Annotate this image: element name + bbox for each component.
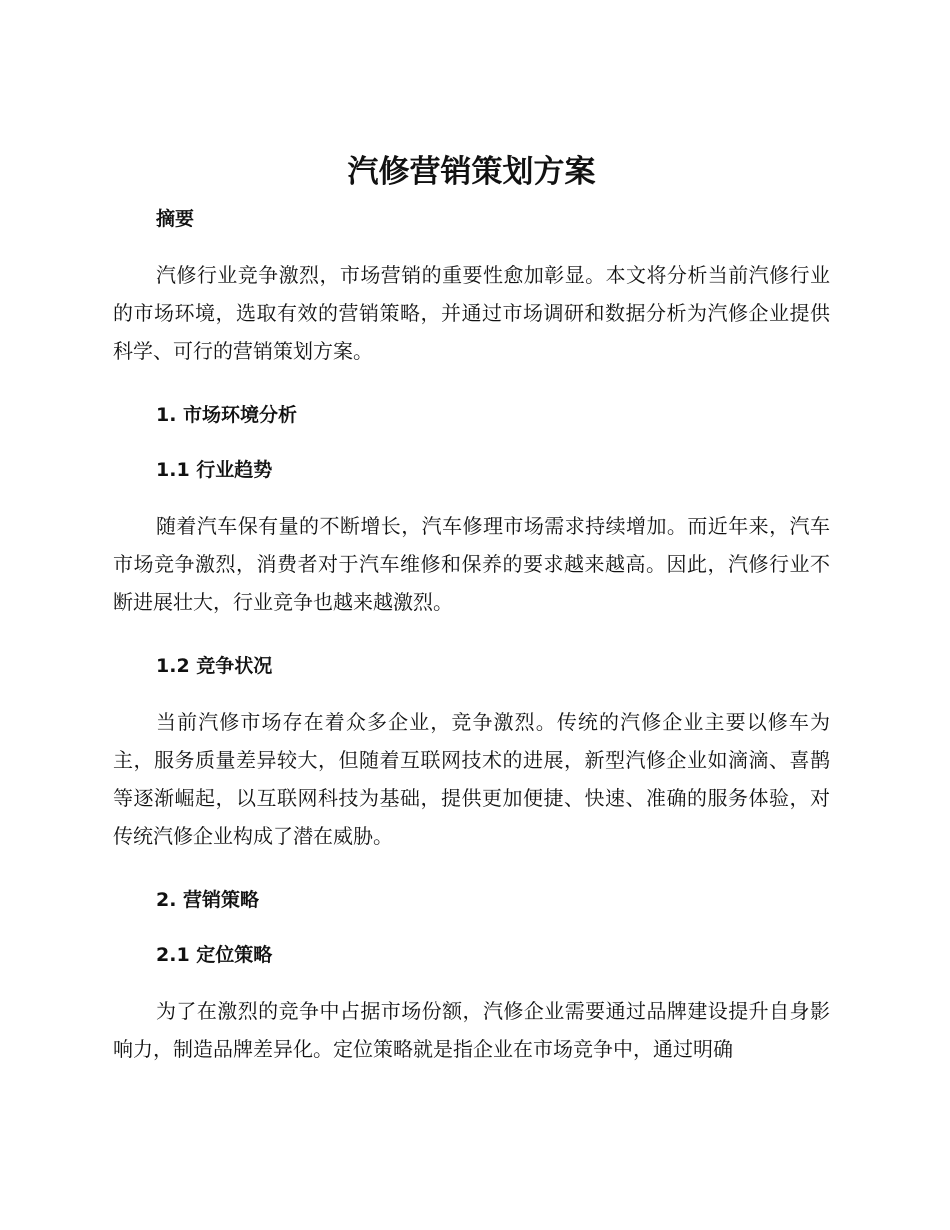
abstract-paragraph: 汽修行业竞争激烈，市场营销的重要性愈加彰显。本文将分析当前汽修行业的市场环境，选取有效的营销策略，并通过市场调研和数据分析为汽修企业提供科学、可行的营销策划方案。 <box>113 263 830 363</box>
positioning-paragraph: 为了在激烈的竞争中占据市场份额，汽修企业需要通过品牌建设提升自身影响力，制造品牌差异化。定位策略就是指企业在市场竞争中，通过明确 <box>113 999 830 1061</box>
document-title: 汽修营销策划方案 <box>347 154 596 190</box>
section-heading-marketing-strategy: 2. 营销策略 <box>156 889 260 911</box>
subsection-heading-positioning: 2.1 定位策略 <box>156 944 273 966</box>
competition-paragraph: 当前汽修市场存在着众多企业，竞争激烈。传统的汽修企业主要以修车为主，服务质量差异较大，但随着互联网技术的进展，新型汽修企业如滴滴、喜鹊等逐渐崛起，以互联网科技为基础，提供更加便捷、快速、准确的服务体验，对传统汽修企业构成了潜在威胁。 <box>113 710 830 848</box>
abstract-heading: 摘要 <box>156 208 195 230</box>
document-body <box>113 150 830 1068</box>
subsection-heading-competition: 1.2 竞争状况 <box>156 655 273 677</box>
industry-trend-paragraph: 随着汽车保有量的不断增长，汽车修理市场需求持续增加。而近年来，汽车市场竞争激烈，消费者对于汽车维修和保养的要求越来越高。因此，汽修行业不断进展壮大，行业竞争也越来越激烈。 <box>113 514 830 614</box>
subsection-heading-industry-trend: 1.1 行业趋势 <box>156 459 273 481</box>
section-heading-market-analysis: 1. 市场环境分析 <box>156 404 298 426</box>
